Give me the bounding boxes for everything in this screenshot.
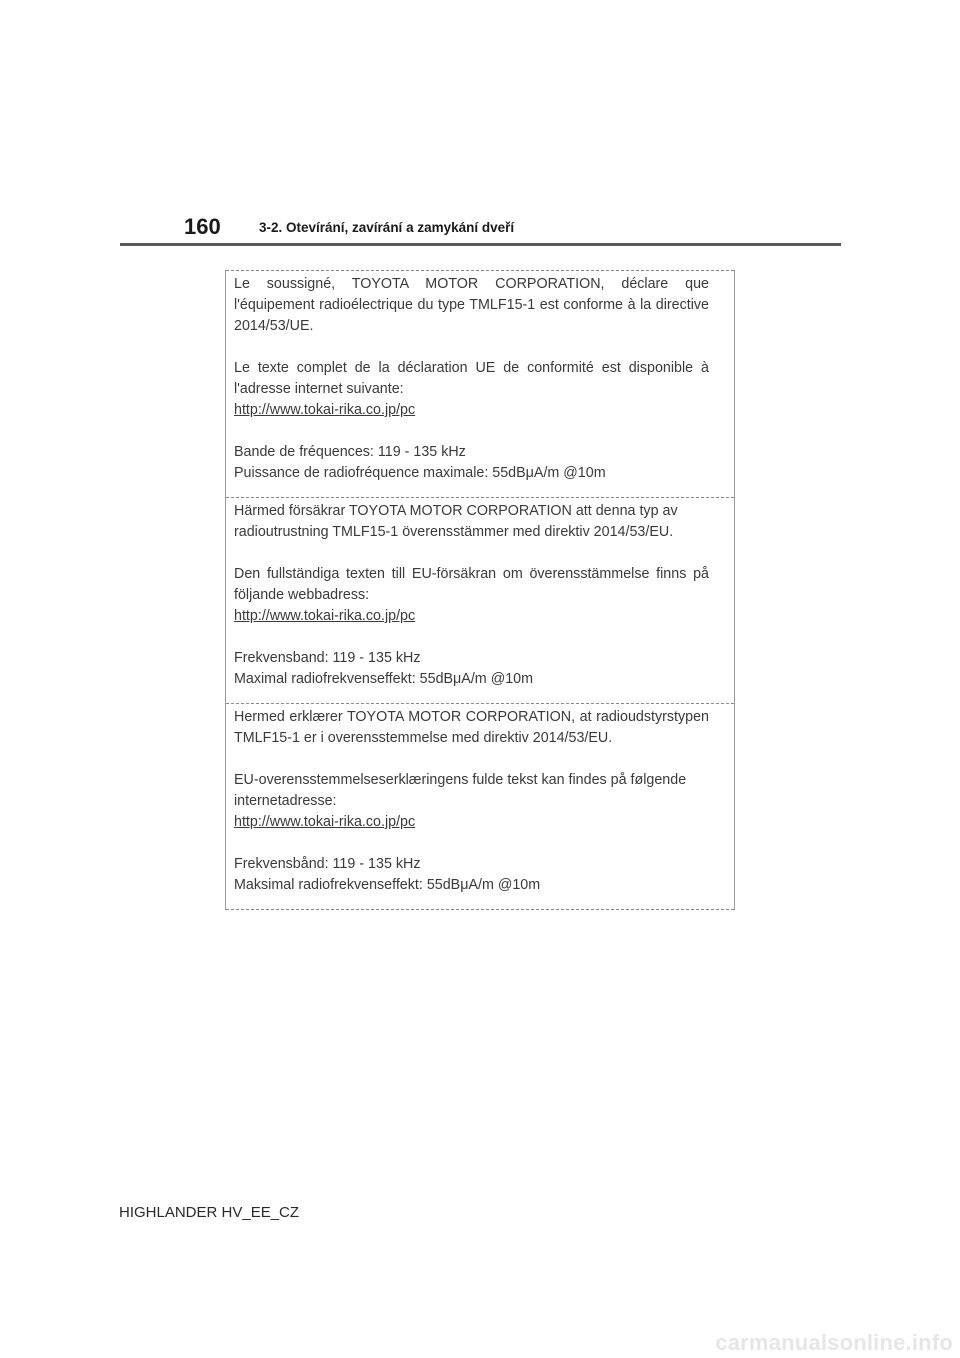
declaration-text: Le soussigné, TOYOTA MOTOR CORPORATION, déclare que l'équipement radioélectrique du type TMLF15-1 est conforme à la directive 2014/53/UE. [234,276,709,334]
frequency-band-text: Frekvensbånd: 119 - 135 kHz [234,856,421,872]
paragraph-gap [234,627,709,648]
notice-section-danish [226,703,734,910]
max-power-text: Maksimal radiofrekvenseffekt: 55dBμA/m @10m [234,877,541,893]
availability-text: Le texte complet de la déclaration UE de conformité est disponible à l'adresse internet suivante: [234,360,709,397]
declaration-text: Hermed erklærer TOYOTA MOTOR CORPORATION, at radioudstyrstypen TMLF15-1 er i overensstemmelse med direktiv 2014/53/EU. [234,709,709,746]
availability-text: EU-overensstemmelseserklæringens fulde tekst kan findes på følgende internetadresse: [234,772,687,809]
declaration-text: Härmed försäkrar TOYOTA MOTOR CORPORATION att denna typ av radioutrustning TMLF15-1 överensstämmer med direktiv 2014/53/EU. [234,503,678,540]
declaration-url-link[interactable]: http://www.tokai-rika.co.jp/pc [234,814,416,830]
paragraph-gap [234,337,709,358]
paragraph-gap [234,749,709,770]
page-header [0,0,960,250]
section-title: 3-2. Otevírání, zavírání a zamykání dveří [259,220,515,235]
frequency-band-text: Bande de fréquences: 119 - 135 kHz [234,444,466,460]
footer-model-code: HIGHLANDER HV_EE_CZ [119,1204,300,1221]
declaration-url-link[interactable]: http://www.tokai-rika.co.jp/pc [234,402,416,418]
header-divider [120,243,841,246]
regulatory-notice-box [225,270,735,910]
paragraph-gap [234,543,709,564]
page-number: 160 [184,214,221,239]
paragraph-gap [234,421,709,442]
site-watermark: carmanualsonline.info [715,1330,953,1355]
declaration-url-link[interactable]: http://www.tokai-rika.co.jp/pc [234,608,416,624]
paragraph-gap [234,833,709,854]
availability-text: Den fullständiga texten till EU-försäkran om överensstämmelse finns på följande webbadress: [234,566,709,603]
notice-section-swedish [226,497,734,703]
notice-section-french [226,270,734,497]
max-power-text: Maximal radiofrekvenseffekt: 55dBμA/m @10m [234,671,534,687]
frequency-band-text: Frekvensband: 119 - 135 kHz [234,650,421,666]
max-power-text: Puissance de radiofréquence maximale: 55dBμA/m @10m [234,465,606,481]
